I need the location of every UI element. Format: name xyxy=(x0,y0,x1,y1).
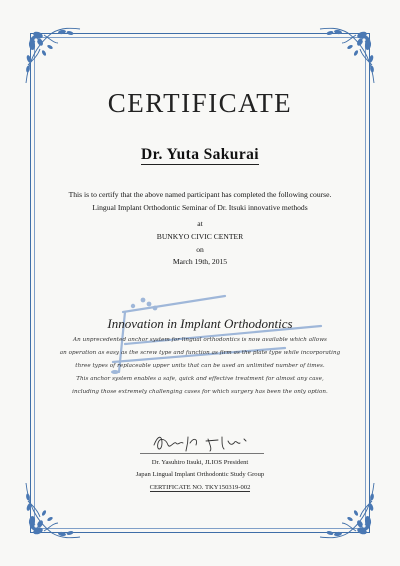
at-label: at xyxy=(197,219,203,228)
floral-corner-ornament-icon xyxy=(22,25,84,87)
slogan-line: three types of replaceable upper units that can be used an unlimited number of times. xyxy=(75,363,325,369)
signatory-name: Dr. Yasuhiro Itsuki, JLIOS President xyxy=(151,459,249,466)
slogan-line: an operation as easy as the screw type and function as firm as the plate type while incorporating xyxy=(59,350,341,356)
certificate-number xyxy=(0,484,400,491)
recipient-name xyxy=(0,146,400,164)
certification-statement: This is to certify that the above named participant has completed the following course. xyxy=(68,190,332,199)
certificate-title: CERTIFICATE xyxy=(107,88,293,118)
slogan-heading: Innovation in Implant Orthodontics xyxy=(107,316,293,331)
slogan-line: including those extremely challenging cases for which surgery has been the only option. xyxy=(72,389,328,395)
handwritten-signature xyxy=(150,431,254,453)
course-date: March 19th, 2015 xyxy=(172,257,228,266)
recipient-name-text: Dr. Yuta Sakurai xyxy=(141,146,259,163)
course-name: Lingual Implant Orthodontic Seminar of Dr. Itsuki innovative methods xyxy=(92,203,308,212)
slogan-line: This anchor system enables a safe, quick and effective treatment for almost any case, xyxy=(76,376,324,382)
signatory-organization: Japan Lingual Implant Orthodontic Study Group xyxy=(135,471,265,478)
slogan-line: An unprecedented anchor system for lingual orthodontics is now available which allows xyxy=(73,337,327,343)
signature-line xyxy=(140,453,264,454)
floral-corner-ornament-icon xyxy=(316,25,378,87)
certificate-number-text: CERTIFICATE NO. TKY150319-002 xyxy=(149,484,251,491)
on-label: on xyxy=(196,245,204,254)
venue: BUNKYO CIVIC CENTER xyxy=(156,232,244,241)
